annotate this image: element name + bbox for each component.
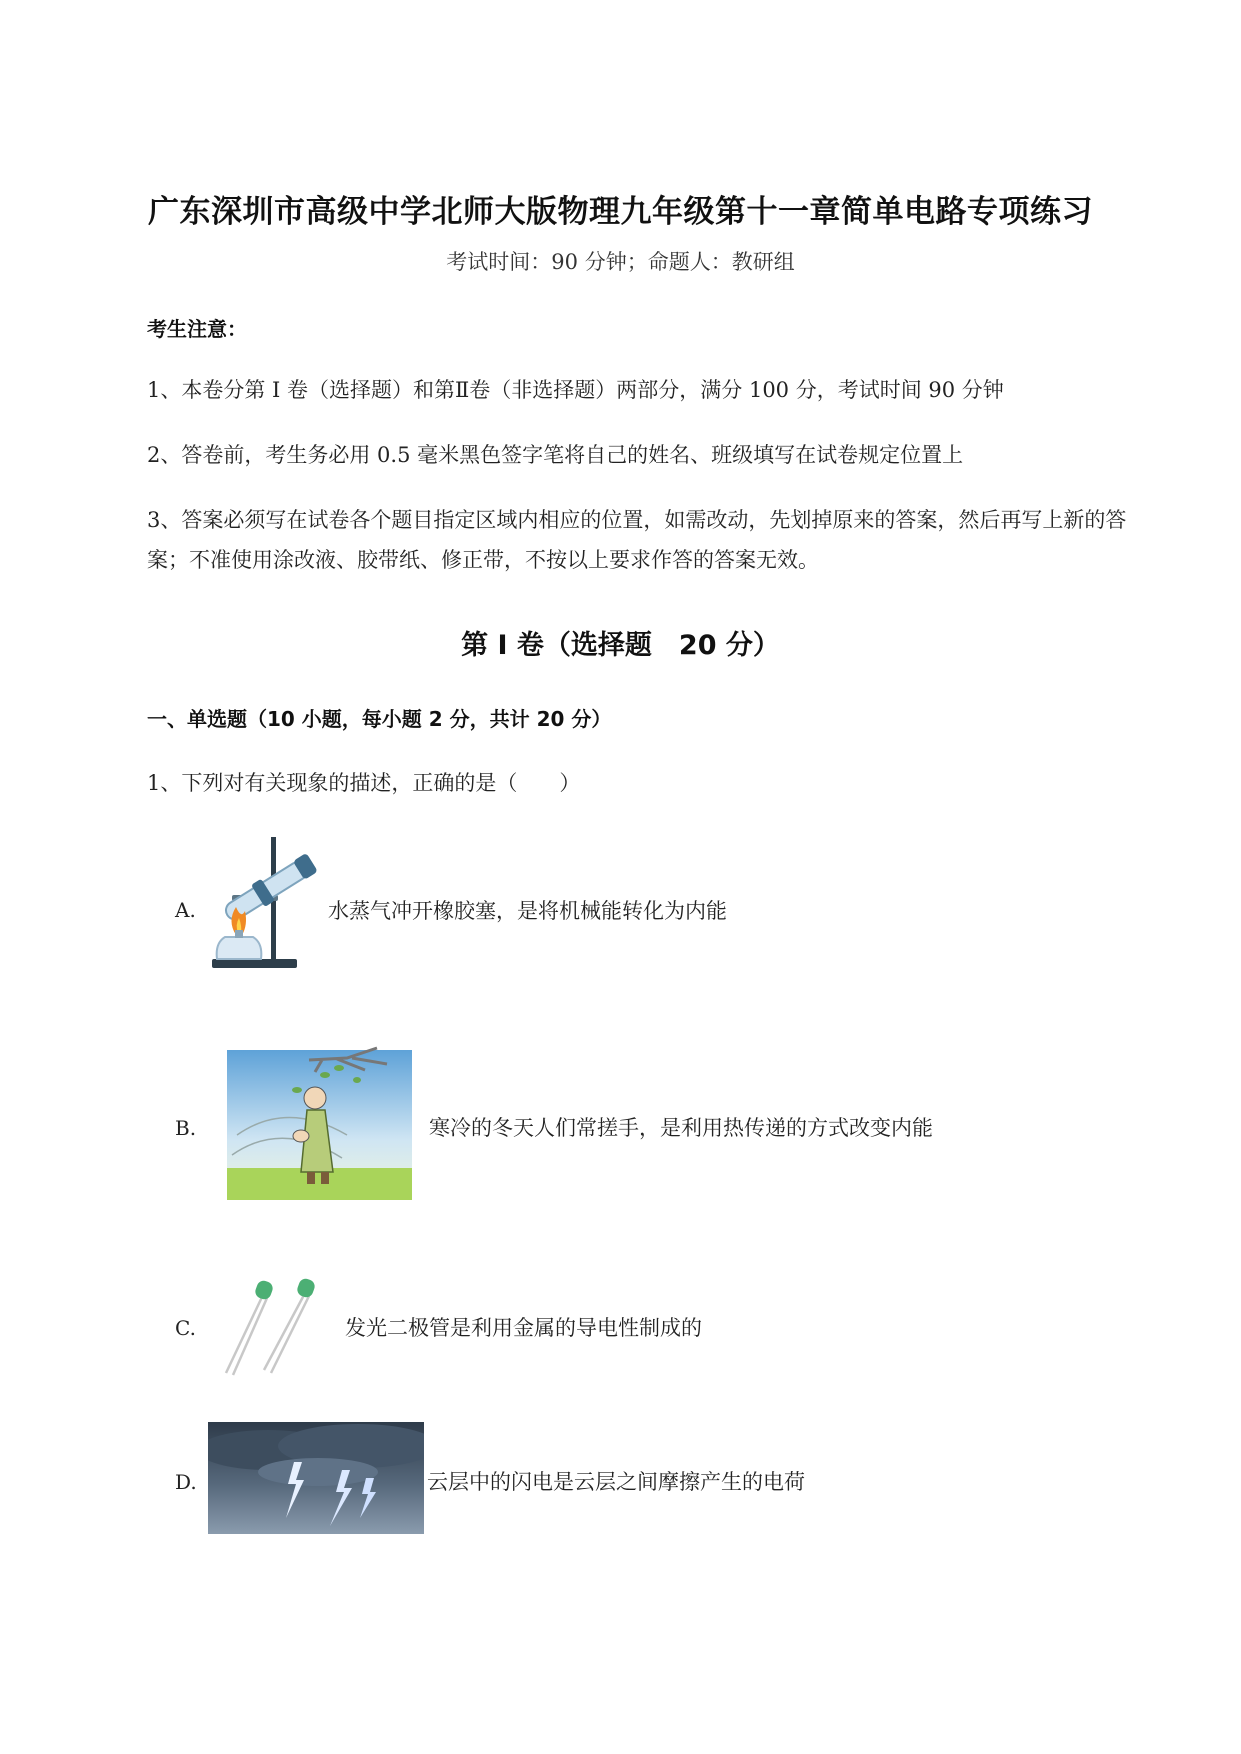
flask-heating-image — [205, 835, 325, 975]
option-d-label: D. — [175, 1470, 197, 1494]
option-b-text: 寒冷的冬天人们常搓手，是利用热传递的方式改变内能 — [429, 1116, 933, 1140]
part-title: 一、单选题（10 小题，每小题 2 分，共计 20 分） — [147, 707, 612, 731]
option-b-label: B. — [175, 1116, 197, 1140]
option-c-text: 发光二极管是利用金属的导电性制成的 — [345, 1316, 702, 1340]
option-a-text: 水蒸气冲开橡胶塞，是将机械能转化为内能 — [328, 899, 727, 923]
notice-item-1: 1、本卷分第 I 卷（选择题）和第Ⅱ卷（非选择题）两部分，满分 100 分，考试时间 90 分钟 — [147, 378, 1004, 402]
option-d-text: 云层中的闪电是云层之间摩擦产生的电荷 — [427, 1470, 805, 1494]
lightning-clouds-image — [208, 1422, 424, 1534]
option-a-label: A. — [175, 898, 196, 922]
section-title: 第 I 卷（选择题 20 分） — [461, 630, 780, 661]
question-stem: 1、下列对有关现象的描述，正确的是（ ） — [147, 771, 581, 795]
notice-heading: 考生注意： — [147, 317, 247, 341]
exam-info: 考试时间：90 分钟；命题人：教研组 — [446, 250, 795, 274]
led-diodes-image — [220, 1275, 320, 1380]
notice-item-2: 2、答卷前，考生务必用 0.5 毫米黑色签字笔将自己的姓名、班级填写在试卷规定位置上 — [147, 443, 964, 467]
option-c-label: C. — [175, 1316, 196, 1340]
notice-item-3: 3、答案必须写在试卷各个题目指定区域内相应的位置，如需改动，先划掉原来的答案，然后再写上新的答案；不准使用涂改液、胶带纸、修正带，不按以上要求作答的答案无效。 — [147, 508, 1127, 572]
page-title: 广东深圳市高级中学北师大版物理九年级第十一章简单电路专项练习 — [148, 194, 1093, 230]
winter-rubbing-hands-image — [227, 1040, 412, 1208]
